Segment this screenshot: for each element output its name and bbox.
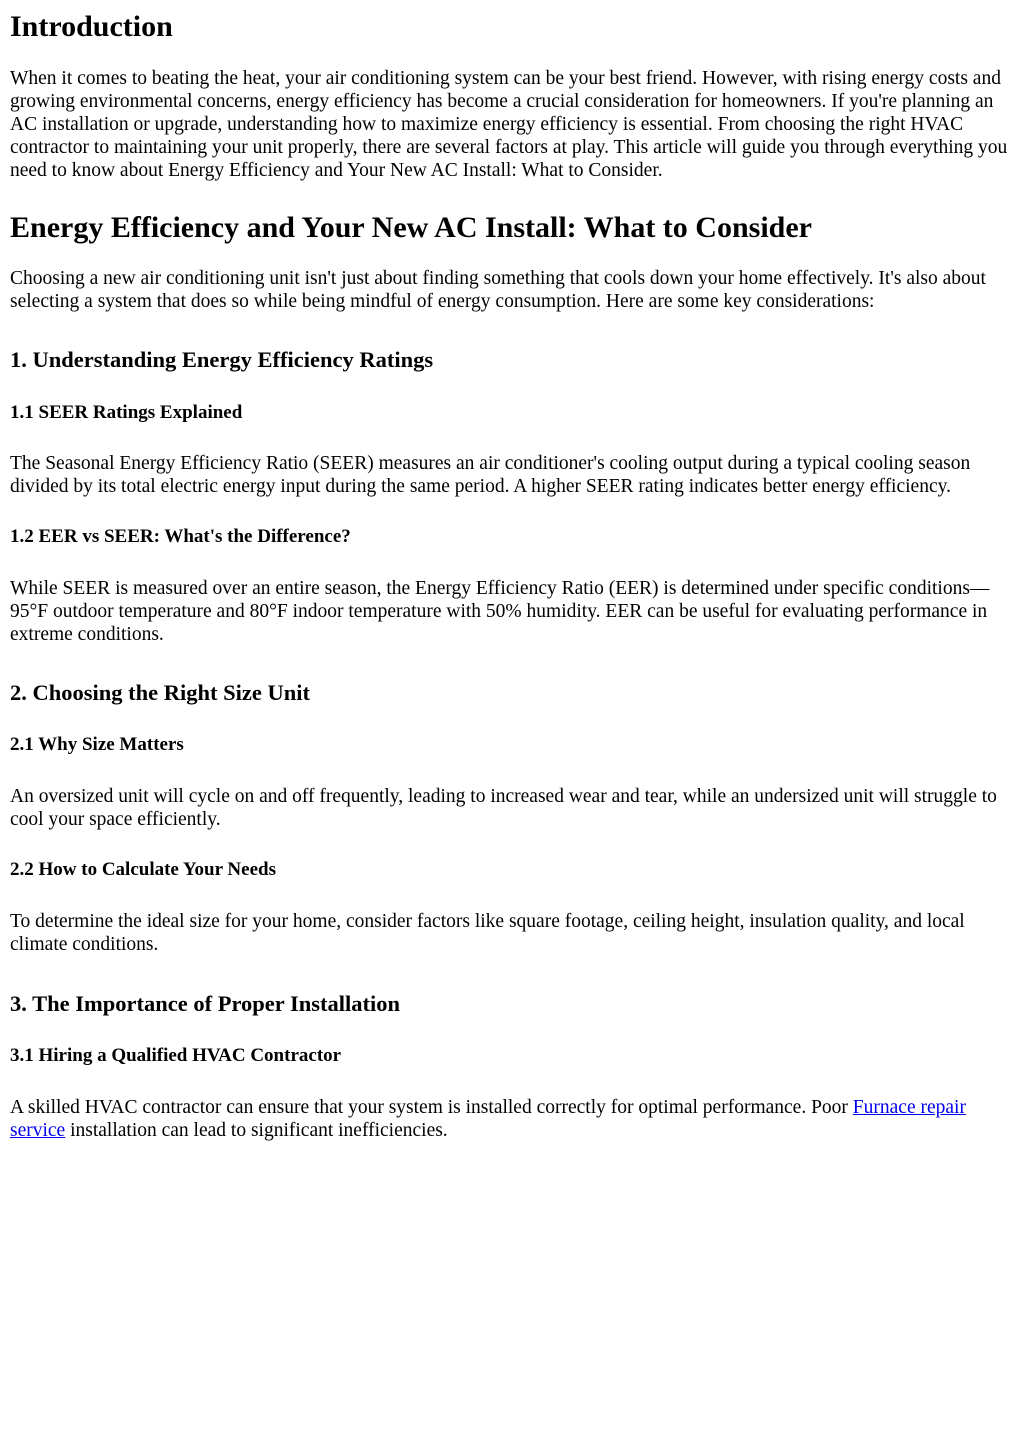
- section2-sub2-paragraph: To determine the ideal size for your home, consider factors like square footage, ceiling height, insulation quality, and local climate conditions.: [10, 911, 965, 955]
- section1-sub2-paragraph: While SEER is measured over an entire season, the Energy Efficiency Ratio (EER) is determined under specific conditions—95°F outdoor temperature and 80°F indoor temperature with 50% humidity. EER can be useful for evaluating performance in extreme conditions.: [10, 578, 990, 645]
- furnace-repair-link[interactable]: Furnace repair service: [10, 1097, 966, 1141]
- paragraph-text-after-link: installation can lead to significant inefficiencies.: [65, 1120, 448, 1141]
- section2-sub1-paragraph: An oversized unit will cycle on and off frequently, leading to increased wear and tear, while an undersized unit will struggle to cool your space efficiently.: [10, 786, 997, 830]
- section3-sub1-heading: 3.1 Hiring a Qualified HVAC Contractor: [10, 1045, 342, 1066]
- section3-heading: 3. The Importance of Proper Installation: [10, 991, 401, 1016]
- main-paragraph: Choosing a new air conditioning unit isn't just about finding something that cools down your home effectively. It's also about selecting a system that does so while being mindful of energy consumption. Here are some key considerations:: [10, 268, 986, 312]
- section1-sub1-heading: 1.1 SEER Ratings Explained: [10, 402, 243, 423]
- main-heading: Energy Efficiency and Your New AC Install: What to Consider: [10, 211, 812, 244]
- paragraph-text-before-link: A skilled HVAC contractor can ensure that your system is installed correctly for optimal performance. Poor: [10, 1097, 853, 1118]
- section2-sub1-heading: 2.1 Why Size Matters: [10, 734, 184, 755]
- section2-heading: 2. Choosing the Right Size Unit: [10, 680, 311, 705]
- section2-sub2-heading: 2.2 How to Calculate Your Needs: [10, 859, 276, 880]
- intro-paragraph: When it comes to beating the heat, your air conditioning system can be your best friend. However, with rising energy costs and growing environmental concerns, energy efficiency has become a crucial consideration for homeowners. If you're planning an AC installation or upgrade, understanding how to maximize energy efficiency is essential. From choosing the right HVAC contractor to maintaining your unit properly, there are several factors at play. This article will guide you through everything you need to know about Energy Efficiency and Your New AC Install: What to Consider.: [10, 68, 1008, 181]
- section3-sub1-paragraph: [10, 1096, 1010, 1142]
- intro-heading: Introduction: [10, 10, 173, 43]
- section1-sub2-heading: 1.2 EER vs SEER: What's the Difference?: [10, 526, 351, 547]
- section1-heading: 1. Understanding Energy Efficiency Ratings: [10, 347, 434, 372]
- section1-sub1-paragraph: The Seasonal Energy Efficiency Ratio (SEER) measures an air conditioner's cooling output during a typical cooling season divided by its total electric energy input during the same period. A higher SEER rating indicates better energy efficiency.: [10, 453, 971, 497]
